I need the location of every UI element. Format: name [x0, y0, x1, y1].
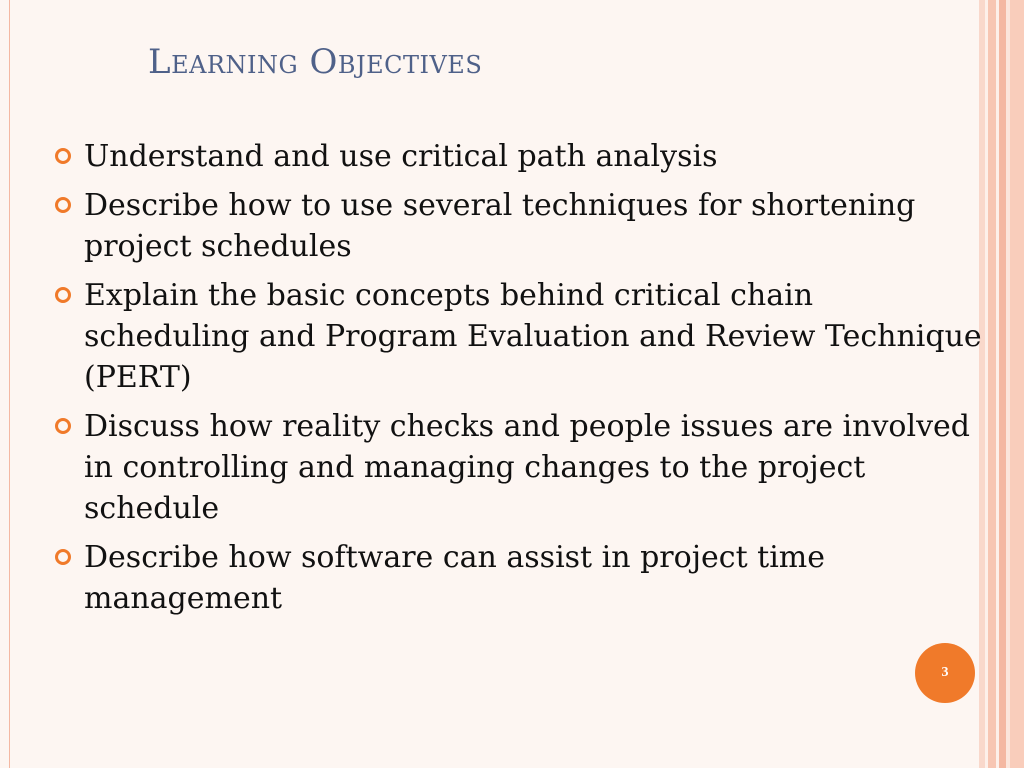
bullet-text: Describe how to use several techniques for shortening project schedules: [84, 188, 916, 264]
list-item: [50, 275, 985, 398]
list-item: [50, 136, 985, 177]
slide-title: Learning Objectives: [148, 42, 483, 82]
objectives-list: [50, 136, 985, 627]
page-number-badge: 3: [915, 643, 975, 703]
stripe: [1010, 0, 1024, 768]
list-item: [50, 406, 985, 529]
bullet-text: Understand and use critical path analysis: [84, 139, 718, 174]
list-item: [50, 185, 985, 267]
stripe: [999, 0, 1006, 768]
stripe: [988, 0, 996, 768]
bullet-text: Explain the basic concepts behind critical chain scheduling and Program Evaluation and Review Technique (PERT): [84, 278, 982, 395]
bullet-text: Discuss how reality checks and people issues are involved in controlling and managing changes to the project schedule: [84, 409, 970, 526]
bullet-icon: [55, 418, 71, 434]
bullet-icon: [55, 549, 71, 565]
right-decorative-stripes: [979, 0, 1024, 768]
left-border-line: [9, 0, 10, 768]
bullet-icon: [55, 287, 71, 303]
bullet-icon: [55, 148, 71, 164]
bullet-text: Describe how software can assist in project time management: [84, 540, 826, 616]
list-item: [50, 537, 985, 619]
bullet-icon: [55, 197, 71, 213]
